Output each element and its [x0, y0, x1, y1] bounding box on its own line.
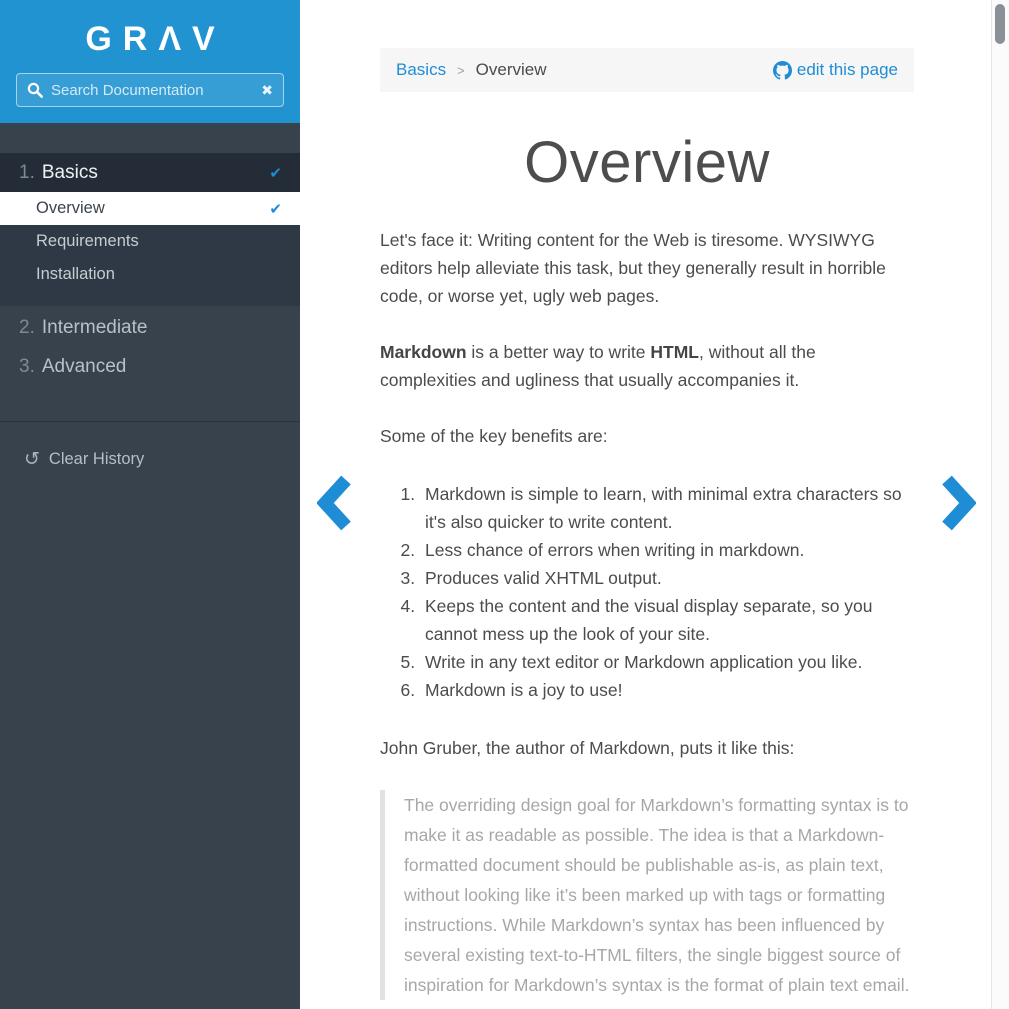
benefits-list [380, 480, 914, 704]
breadcrumb [380, 48, 914, 92]
subitem-label: Installation [36, 265, 115, 283]
sidebar-item-advanced[interactable] [0, 347, 300, 386]
list-item: 1. Markdown is simple to learn, with minimal extra characters so it's also quicker to write content. [420, 480, 914, 536]
github-icon [773, 61, 792, 80]
edit-this-page-link[interactable] [773, 60, 898, 80]
check-icon: ✔ [269, 164, 282, 182]
search-icon [27, 82, 43, 98]
section-number: 1. [19, 161, 35, 183]
section-label: Basics [41, 161, 98, 183]
list-item: 5. Write in any text editor or Markdown application you like. [420, 648, 914, 676]
section-number: 3. [19, 355, 35, 377]
grav-logo: GRΛV [85, 20, 226, 58]
article-body [380, 226, 914, 1000]
section-number: 2. [19, 316, 35, 338]
list-item: 2. Less chance of errors when writing in markdown. [420, 536, 914, 564]
sidebar-nav [0, 123, 300, 386]
sidebar-item-intermediate[interactable] [0, 308, 300, 347]
sidebar-item-requirements[interactable] [0, 225, 300, 258]
scrollbar-track[interactable] [991, 0, 1009, 1009]
bold-markdown: Markdown [380, 342, 467, 362]
sidebar [0, 0, 300, 1009]
page-title: Overview [524, 130, 770, 195]
breadcrumb-link-basics[interactable]: Basics [396, 60, 447, 79]
section-label: Advanced [41, 355, 127, 377]
scrollbar-thumb[interactable] [995, 4, 1005, 44]
paragraph-text: is a better way to write [466, 342, 651, 362]
main-content [300, 0, 1009, 1009]
next-page-arrow[interactable] [942, 475, 976, 531]
chapter-basics [0, 153, 300, 306]
clear-history-label: Clear History [48, 450, 145, 468]
subitem-label: Overview [36, 199, 105, 217]
edit-this-page-label: edit this page [796, 60, 898, 79]
sidebar-item-overview[interactable] [0, 192, 300, 225]
sidebar-item-installation[interactable] [0, 258, 300, 291]
paragraph-gruber: John Gruber, the author of Markdown, puts it like this: [380, 738, 795, 758]
paragraph-benefits-lead: Some of the key benefits are: [380, 426, 608, 446]
check-icon: ✔ [269, 200, 282, 218]
bold-html: HTML [650, 342, 699, 362]
section-label: Intermediate [41, 316, 148, 338]
search-input[interactable] [51, 82, 261, 99]
clear-history-button[interactable] [24, 448, 300, 471]
list-item: 3. Produces valid XHTML output. [420, 564, 914, 592]
list-item: 4. Keeps the content and the visual display separate, so you cannot mess up the look of your site. [420, 592, 914, 648]
sidebar-header [0, 0, 300, 123]
previous-page-arrow[interactable] [317, 475, 351, 531]
paragraph-intro: Let's face it: Writing content for the Web is tiresome. WYSIWYG editors help alleviate this task, but they generally result in horrible code, or worse yet, ugly web pages. [380, 230, 886, 306]
clear-search-icon[interactable]: ✖ [261, 81, 273, 98]
markdown-quote: The overriding design goal for Markdown’s formatting syntax is to make it as readable as possible. The idea is that a Markdown-formatted document should be publishable as-is, as plain text, without looking like it’s been marked up with tags or formatting instructions. While Markdown’s syntax has been influenced by several existing text-to-HTML filters, the single biggest source of inspiration for Markdown’s syntax is the format of plain text email. [380, 790, 914, 1000]
breadcrumb-current: Overview [475, 60, 547, 79]
search-box[interactable] [16, 73, 284, 107]
page [380, 48, 914, 1000]
list-item: 6. Markdown is a joy to use! [420, 676, 914, 704]
sidebar-divider [0, 421, 300, 422]
paragraph-text: , without all the complexities and ugliness that usually accompanies it. [380, 342, 816, 390]
history-icon: ↺ [24, 449, 40, 470]
subitem-label: Requirements [36, 232, 139, 250]
breadcrumb-separator-icon: > [457, 62, 465, 78]
paragraph-markdown [380, 338, 914, 394]
sidebar-item-basics[interactable] [0, 153, 300, 192]
